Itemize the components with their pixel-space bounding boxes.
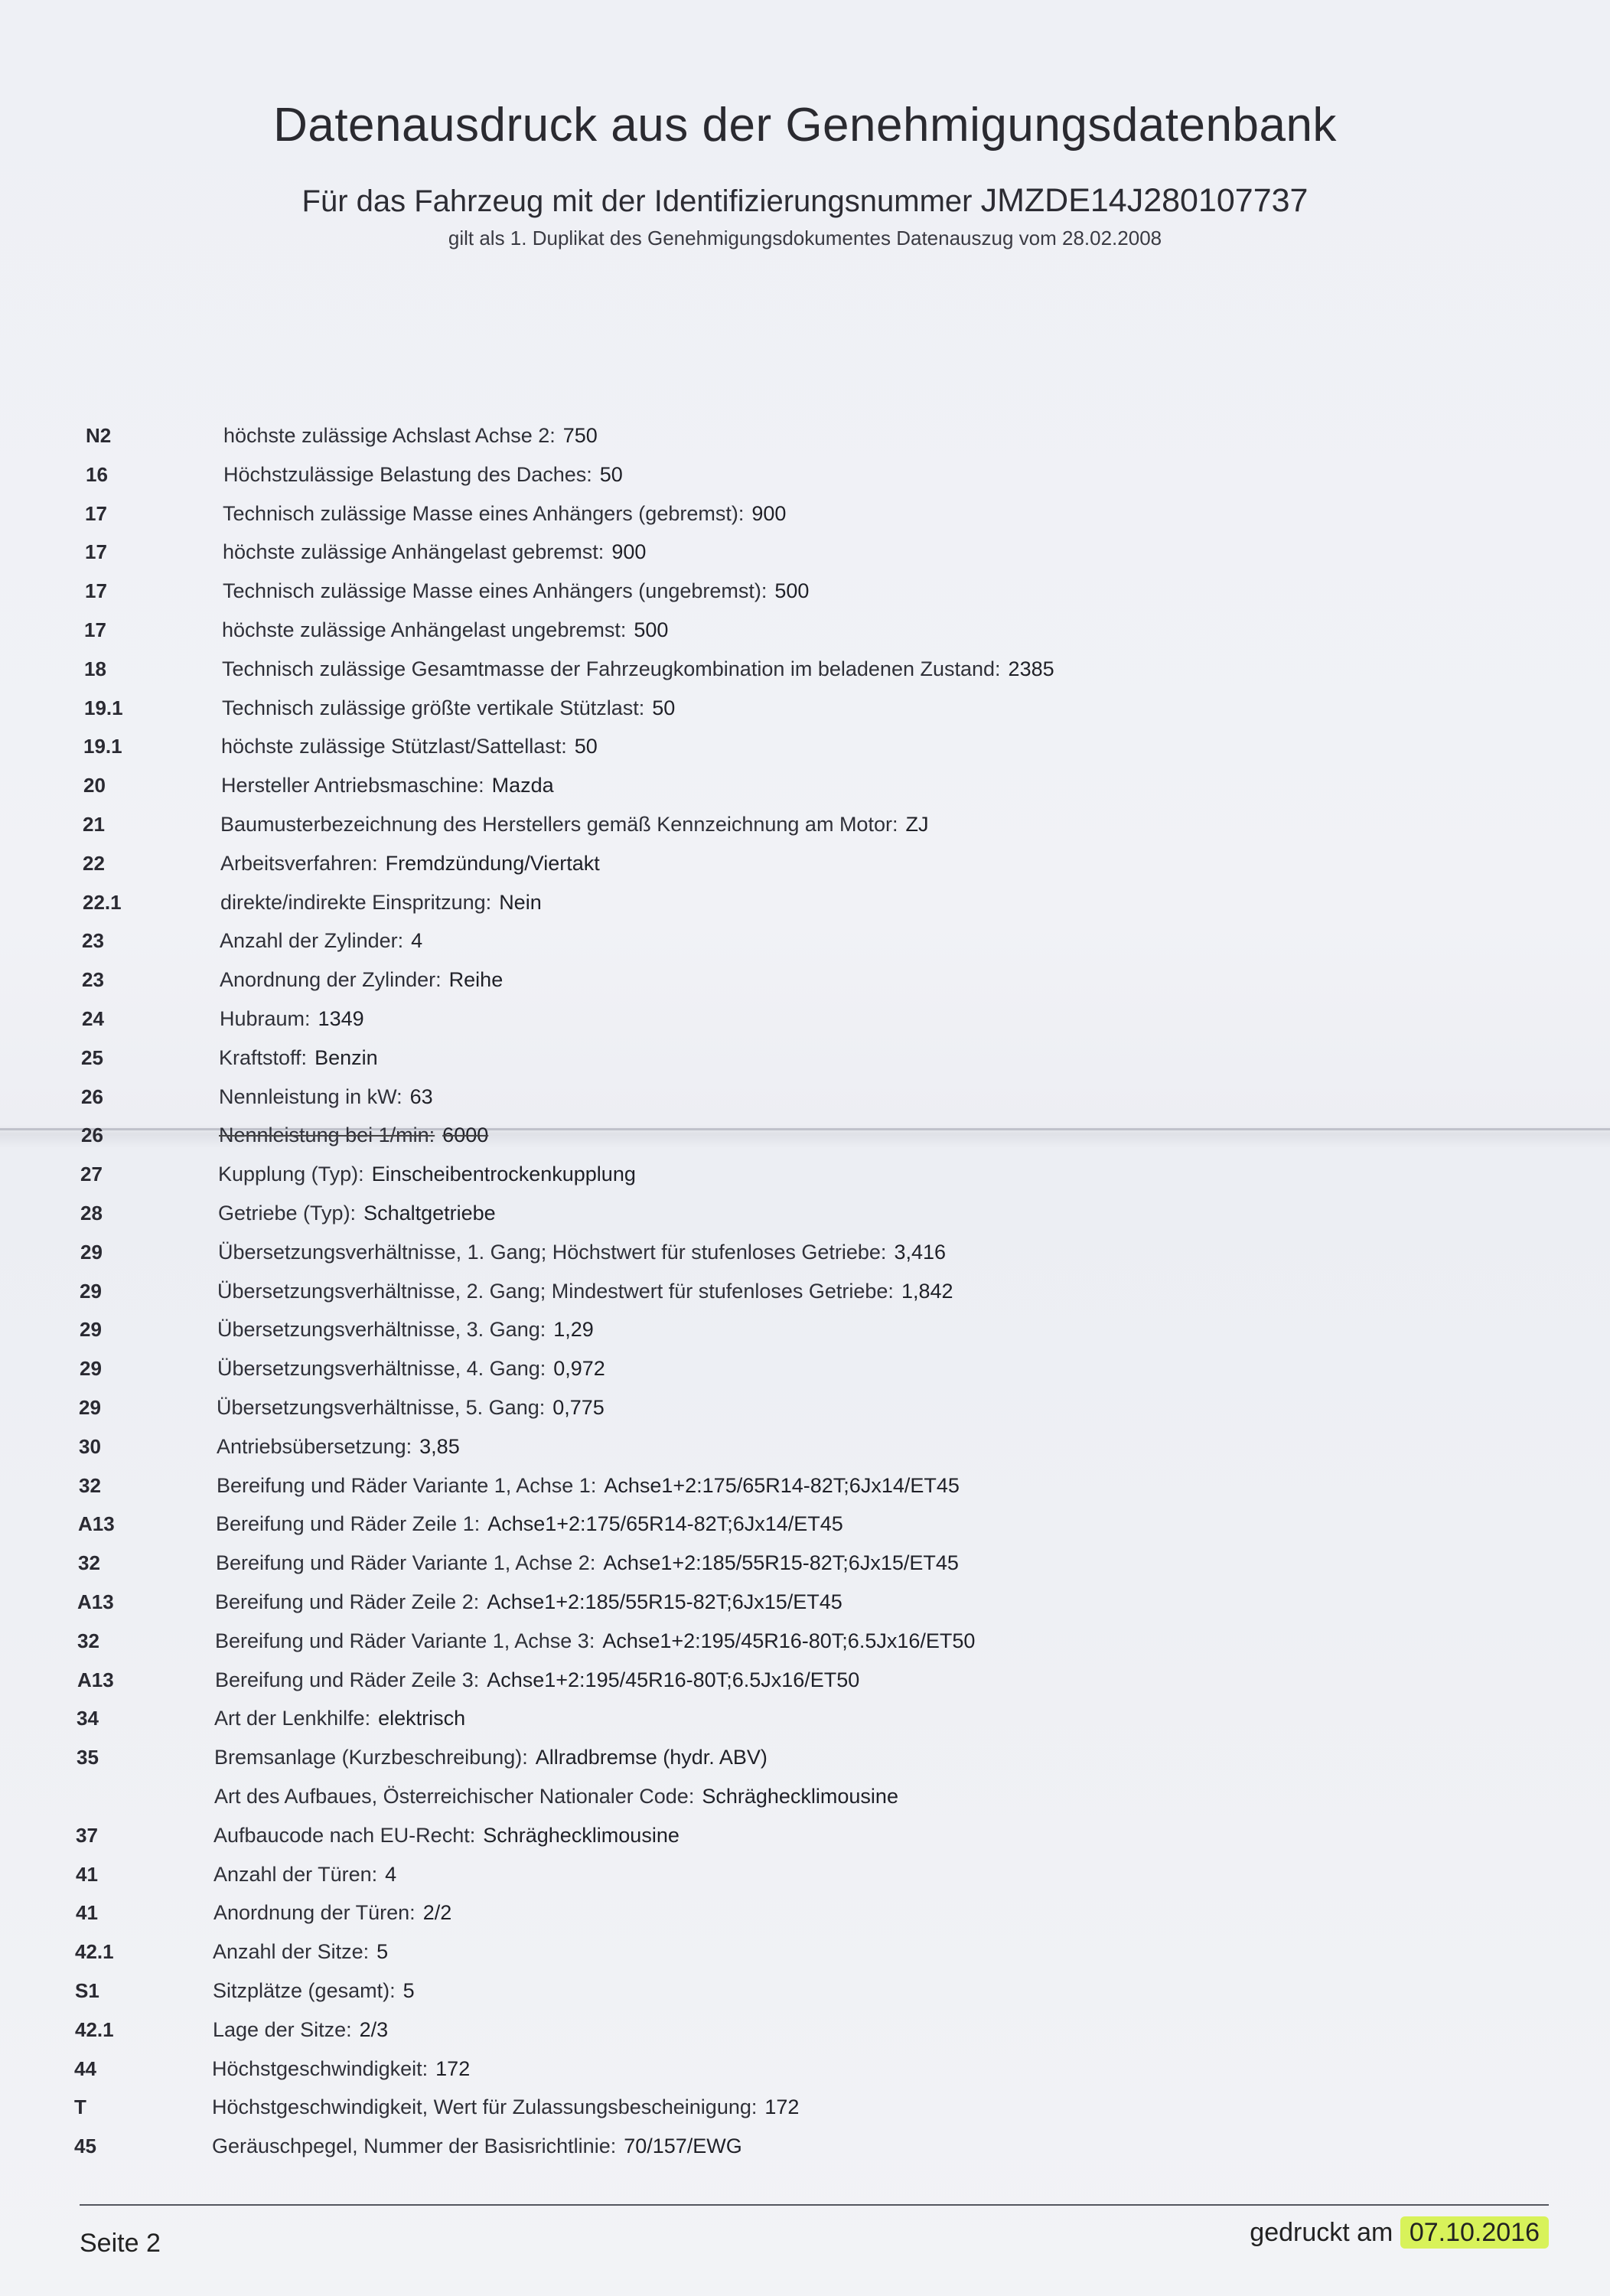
row-code: 18: [84, 657, 106, 680]
row-label: [217, 1391, 605, 1424]
data-row: [77, 1740, 1569, 1774]
data-row: [78, 1507, 1570, 1541]
row-label-text: höchste zulässige Achslast Achse 2:: [223, 424, 556, 447]
row-label-text: Übersetzungsverhältnisse, 3. Gang:: [217, 1318, 546, 1342]
row-code: 29: [80, 1357, 102, 1381]
row-value: 500: [774, 579, 810, 603]
row-code: 28: [80, 1202, 103, 1225]
row-code: 27: [80, 1163, 103, 1186]
row-value: 2/3: [359, 2017, 389, 2041]
data-row: [83, 807, 1575, 841]
data-row: [75, 1974, 1567, 2007]
row-label-text: Sitzplätze (gesamt):: [213, 1979, 396, 2002]
data-row: [85, 535, 1577, 569]
row-label: [220, 1002, 364, 1035]
row-value: 4: [411, 929, 423, 953]
row-value: 3,416: [894, 1240, 947, 1264]
row-code: 23: [82, 968, 104, 992]
row-label-text: höchste zulässige Anhängelast gebremst:: [223, 540, 605, 564]
row-value: 172: [435, 2056, 471, 2080]
row-code: 29: [80, 1240, 103, 1264]
row-label: [223, 535, 646, 569]
row-label-text: Art der Lenkhilfe:: [214, 1707, 371, 1730]
row-label: [218, 1157, 636, 1191]
row-label-text: Bremsanlage (Kurzbeschreibung):: [214, 1746, 528, 1769]
vin-number: JMZDE14J280107737: [980, 182, 1309, 219]
data-row: [86, 419, 1578, 452]
row-value: 1349: [318, 1007, 364, 1030]
row-label-text: Hubraum:: [220, 1007, 311, 1030]
row-value: 50: [652, 696, 676, 719]
row-value: Schräghecklimousine: [702, 1785, 898, 1808]
row-code: 41: [76, 1862, 98, 1886]
row-value: Achse1+2:195/45R16-80T;6.5Jx16/ET50: [602, 1629, 976, 1652]
data-row: [77, 1779, 1569, 1813]
row-label: [214, 1701, 465, 1735]
row-label: [216, 1546, 959, 1580]
row-value: Schaltgetriebe: [363, 1202, 496, 1225]
row-label-text: Nennleistung in kW:: [219, 1084, 402, 1108]
row-label-text: Kraftstoff:: [219, 1045, 308, 1069]
row-code: 41: [76, 1901, 98, 1925]
row-code: 25: [81, 1045, 103, 1069]
printed-date-line: [1250, 2218, 1549, 2248]
row-label: [218, 1235, 946, 1269]
row-label: [217, 1469, 960, 1502]
row-code: 32: [79, 1473, 101, 1497]
row-label-text: Bereifung und Räder Zeile 2:: [215, 1590, 480, 1613]
row-value: Achse1+2:185/55R15-82T;6Jx15/ET45: [487, 1590, 842, 1613]
row-code: 24: [82, 1007, 104, 1030]
row-label: [213, 1935, 388, 1968]
data-row: [83, 846, 1575, 880]
row-code: 29: [80, 1279, 102, 1303]
row-code: 29: [80, 1318, 102, 1342]
row-value: Einscheibentrockenkupplung: [371, 1163, 636, 1186]
data-row: [76, 1818, 1568, 1852]
data-row: [81, 1080, 1573, 1114]
row-value: Mazda: [491, 774, 554, 797]
row-code: 29: [79, 1396, 101, 1419]
row-code: 26: [81, 1124, 103, 1147]
row-value: Achse1+2:185/55R15-82T;6Jx15/ET45: [603, 1551, 959, 1575]
row-label: [213, 1896, 451, 1929]
row-label: [212, 2129, 742, 2163]
row-code: N2: [86, 424, 112, 447]
data-row: [77, 1585, 1569, 1619]
row-code: 45: [74, 2135, 96, 2158]
row-label: [214, 1779, 898, 1813]
row-label-text: Höchstzulässige Belastung des Daches:: [223, 462, 592, 486]
data-row: [80, 1196, 1573, 1230]
row-label: [216, 1507, 843, 1541]
row-label-text: Bereifung und Räder Zeile 1:: [216, 1512, 481, 1536]
printed-date: 07.10.2016: [1400, 2216, 1549, 2249]
row-value: Fremdzündung/Viertakt: [385, 851, 600, 875]
data-row: [80, 1274, 1572, 1308]
row-code: 35: [77, 1746, 99, 1769]
row-label: [213, 1857, 396, 1891]
row-code: 23: [82, 929, 104, 953]
row-code: 17: [84, 618, 106, 641]
data-row: [76, 1896, 1568, 1929]
row-value: ZJ: [905, 813, 929, 836]
row-code: 19.1: [83, 735, 122, 758]
row-value: Achse1+2:175/65R14-82T;6Jx14/ET45: [487, 1512, 843, 1536]
data-row: [80, 1157, 1573, 1191]
data-row: [82, 1002, 1574, 1035]
row-value: 900: [751, 501, 787, 525]
row-value: 5: [402, 1979, 415, 2002]
data-row: [83, 768, 1576, 802]
row-value: 2/2: [422, 1901, 452, 1925]
row-label: [223, 497, 786, 530]
row-label: [214, 1740, 768, 1774]
row-label: [217, 1430, 460, 1463]
row-label-text: Lage der Sitze:: [213, 2017, 352, 2041]
row-label: [217, 1274, 953, 1308]
row-label: [220, 885, 542, 919]
duplicate-note: gilt als 1. Duplikat des Genehmigungsdokumentes Datenauszug vom 28.02.2008: [448, 227, 1162, 249]
row-code: 26: [81, 1084, 103, 1108]
row-value: Achse1+2:195/45R16-80T;6.5Jx16/ET50: [487, 1668, 860, 1691]
row-code: S1: [75, 1979, 99, 2002]
row-value: Schräghecklimousine: [483, 1823, 680, 1847]
row-label: [220, 963, 503, 996]
row-value: Allradbremse (hydr. ABV): [535, 1746, 768, 1769]
row-label: [219, 1080, 433, 1114]
data-row: [84, 691, 1576, 725]
row-value: 3,85: [419, 1434, 460, 1458]
row-label-text: Technisch zulässige Masse eines Anhängers (gebremst):: [223, 501, 745, 525]
row-code: 32: [78, 1551, 100, 1575]
row-code: 32: [77, 1629, 99, 1652]
row-value: 50: [574, 735, 598, 758]
data-row: [77, 1701, 1569, 1735]
row-label-text: Übersetzungsverhältnisse, 2. Gang; Mindestwert für stufenloses Getriebe:: [217, 1279, 894, 1303]
row-label: [217, 1313, 594, 1346]
row-value: 172: [764, 2095, 800, 2119]
row-label-text: Übersetzungsverhältnisse, 5. Gang:: [217, 1396, 546, 1419]
row-label-text: Antriebsübersetzung:: [217, 1434, 412, 1458]
row-value: 500: [634, 618, 669, 641]
data-row: [74, 2090, 1566, 2124]
row-label-text: Aufbaucode nach EU-Recht:: [213, 1823, 476, 1847]
data-row: [85, 574, 1577, 608]
row-label-text: Bereifung und Räder Variante 1, Achse 3:: [215, 1629, 595, 1652]
data-row: [75, 2013, 1567, 2047]
row-code: 16: [86, 462, 108, 486]
row-label-text: höchste zulässige Anhängelast ungebremst:: [222, 618, 627, 641]
row-label-text: Hersteller Antriebsmaschine:: [221, 774, 484, 797]
row-code: 21: [83, 813, 105, 836]
data-row: [74, 2129, 1566, 2163]
page-number: Seite 2: [80, 2229, 161, 2258]
data-row: [80, 1352, 1572, 1385]
data-row: [76, 1857, 1568, 1891]
row-value: 1,29: [553, 1318, 594, 1342]
row-value: 50: [599, 462, 623, 486]
row-label: [222, 652, 1054, 686]
row-value: Nein: [499, 890, 542, 914]
row-label-text: Technisch zulässige Gesamtmasse der Fahrzeugkombination im beladenen Zustand:: [222, 657, 1001, 680]
row-value: 4: [385, 1862, 397, 1886]
row-label-text: Höchstgeschwindigkeit:: [212, 2056, 429, 2080]
row-label-text: Technisch zulässige größte vertikale Stützlast:: [222, 696, 645, 719]
row-value: Reihe: [448, 968, 504, 992]
row-label-text: Bereifung und Räder Variante 1, Achse 2:: [216, 1551, 596, 1575]
data-row: [79, 1430, 1571, 1463]
row-label-text: Nennleistung bei 1/min:: [219, 1124, 435, 1147]
data-row: [81, 1118, 1573, 1152]
row-code: 20: [83, 774, 106, 797]
row-value: 6000: [442, 1124, 489, 1147]
row-label-text: direkte/indirekte Einspritzung:: [220, 890, 492, 914]
row-code: 42.1: [75, 2017, 114, 2041]
row-code: 17: [85, 579, 107, 603]
row-code: 22: [83, 851, 105, 875]
data-row: [80, 1313, 1572, 1346]
row-label-text: Technisch zulässige Masse eines Anhängers (ungebremst):: [223, 579, 768, 603]
row-label: [213, 1974, 415, 2007]
row-label: [215, 1585, 842, 1619]
data-row: [80, 1235, 1573, 1269]
row-value: 63: [409, 1084, 433, 1108]
row-label-text: Kupplung (Typ):: [218, 1163, 364, 1186]
data-row: [85, 497, 1577, 530]
row-label-text: Geräuschpegel, Nummer der Basisrichtlinie:: [212, 2135, 617, 2158]
data-row: [78, 1546, 1570, 1580]
row-code: 17: [85, 501, 107, 525]
row-code: A13: [78, 1512, 115, 1536]
row-label-text: Höchstgeschwindigkeit, Wert für Zulassungsbescheinigung:: [212, 2095, 758, 2119]
data-row: [81, 1041, 1573, 1075]
row-value: 1,842: [901, 1279, 953, 1303]
row-value: elektrisch: [378, 1707, 466, 1730]
data-row: [82, 963, 1574, 996]
row-value: 5: [376, 1940, 389, 1964]
row-label: [223, 419, 598, 452]
row-code: 42.1: [75, 1940, 114, 1964]
row-code: T: [74, 2095, 86, 2119]
row-label: [221, 768, 554, 802]
footer-rule: [80, 2204, 1549, 2206]
data-row: [86, 458, 1578, 491]
row-label-text: Übersetzungsverhältnisse, 1. Gang; Höchstwert für stufenloses Getriebe:: [218, 1240, 887, 1264]
row-value: 750: [562, 424, 598, 447]
data-row: [84, 652, 1576, 686]
row-label-text: Getriebe (Typ):: [218, 1202, 357, 1225]
row-value: Achse1+2:175/65R14-82T;6Jx14/ET45: [604, 1473, 960, 1497]
data-row: [83, 885, 1575, 919]
row-label: [223, 574, 809, 608]
row-label: [222, 691, 675, 725]
row-label: [219, 1041, 378, 1075]
row-label-text: Anordnung der Zylinder:: [220, 968, 442, 992]
row-code: 44: [74, 2056, 96, 2080]
row-code: A13: [77, 1590, 114, 1613]
row-code: A13: [77, 1668, 114, 1691]
row-label: [220, 924, 422, 957]
row-label-text: Art des Aufbaues, Österreichischer Nationaler Code:: [214, 1785, 695, 1808]
data-row: [77, 1624, 1569, 1658]
row-label-text: Bereifung und Räder Variante 1, Achse 1:: [217, 1473, 597, 1497]
data-row: [82, 924, 1574, 957]
row-label: [218, 1196, 496, 1230]
row-label: [223, 458, 623, 491]
row-label-text: Baumusterbezeichnung des Herstellers gemäß Kennzeichnung am Motor:: [220, 813, 898, 836]
data-row: [84, 613, 1576, 647]
row-label: [215, 1663, 859, 1697]
row-label-text: Arbeitsverfahren:: [220, 851, 378, 875]
data-row: [75, 1935, 1567, 1968]
row-label-text: Anordnung der Türen:: [213, 1901, 416, 1925]
data-row: [79, 1469, 1571, 1502]
row-code: 19.1: [84, 696, 123, 719]
row-value: 70/157/EWG: [624, 2135, 742, 2158]
row-label-text: Anzahl der Sitze:: [213, 1940, 370, 1964]
document-title: Datenausdruck aus der Genehmigungsdatenbank: [273, 99, 1337, 152]
row-value: 900: [611, 540, 647, 564]
subtitle-prefix: Für das Fahrzeug mit der Identifizierungsnummer: [301, 184, 973, 218]
printed-prefix: gedruckt am: [1250, 2218, 1393, 2247]
data-row: [79, 1391, 1571, 1424]
data-row: [83, 729, 1576, 763]
row-value: Benzin: [315, 1045, 378, 1069]
row-label: [222, 613, 668, 647]
data-row: [74, 2052, 1566, 2086]
row-label: [221, 729, 598, 763]
row-label: [217, 1352, 605, 1385]
row-code: 22.1: [83, 890, 122, 914]
data-row: [77, 1663, 1569, 1697]
row-label: [215, 1624, 975, 1658]
row-value: 0,972: [553, 1357, 605, 1381]
row-label: [212, 2090, 799, 2124]
row-code: 34: [77, 1707, 99, 1730]
row-label: [220, 807, 928, 841]
row-code: 30: [79, 1434, 101, 1458]
row-label-text: höchste zulässige Stützlast/Sattellast:: [221, 735, 567, 758]
row-code: 37: [76, 1823, 98, 1847]
row-value: 2385: [1008, 657, 1054, 680]
row-label: [212, 2052, 470, 2086]
row-label: [220, 846, 600, 880]
row-value: 0,775: [552, 1396, 605, 1419]
row-label: [219, 1118, 488, 1152]
row-label-text: Bereifung und Räder Zeile 3:: [215, 1668, 480, 1691]
row-label: [213, 2013, 388, 2047]
row-label-text: Anzahl der Türen:: [213, 1862, 378, 1886]
row-code: 17: [85, 540, 107, 564]
row-label: [213, 1818, 680, 1852]
row-label-text: Anzahl der Zylinder:: [220, 929, 404, 953]
row-label-text: Übersetzungsverhältnisse, 4. Gang:: [217, 1357, 546, 1381]
